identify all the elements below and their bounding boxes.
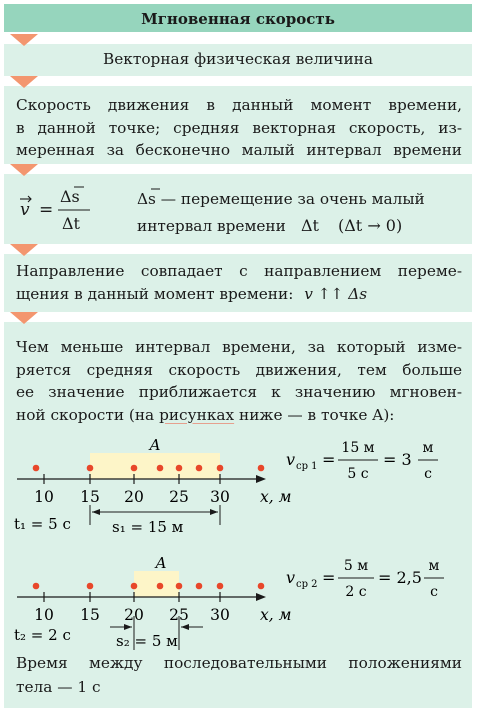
unit-numerator: м	[428, 558, 440, 574]
flow-arrow	[10, 76, 38, 88]
direction-relation: v ↑↑ Δs	[304, 284, 368, 303]
explanation-text: ниже — в точке A):	[239, 405, 395, 424]
axis-arrowhead	[256, 593, 266, 601]
section-vector-quantity	[4, 44, 472, 76]
footer-line: тела — 1 с	[16, 678, 101, 696]
axis-arrowhead	[256, 475, 266, 483]
tick-label: 20	[124, 488, 144, 506]
direction-text: щения в данный момент времени:	[16, 284, 294, 303]
explanation-text: ной скорости (на	[16, 405, 155, 424]
formula-result: = 2,5	[378, 568, 422, 587]
time-label: t₁ = 5 с	[14, 515, 71, 533]
limit-condition: (Δt → 0)	[338, 216, 403, 235]
explanation-line: ее значение приближается к значению мгновен-	[16, 383, 462, 401]
formula-subscript: ср 1	[296, 461, 318, 472]
interval-highlight	[134, 571, 179, 597]
point-a-label: A	[155, 554, 167, 572]
section-definition	[4, 86, 472, 164]
formula-denominator: Δt	[62, 214, 80, 233]
formula-denominator: 2 с	[345, 584, 367, 600]
displacement-note: Δs — перемещение за очень малый	[137, 190, 425, 208]
definition-line: Скорость движения в данный момент времени,	[16, 96, 462, 114]
interval-symbol: Δt	[301, 216, 319, 235]
tick-label: 10	[34, 488, 54, 506]
definition-line: в данной точке; средняя векторная скорость, из-	[16, 118, 462, 137]
explanation-line: Чем меньше интервал времени, за который изме-	[16, 338, 462, 356]
unit-denominator: с	[430, 584, 438, 600]
tick-label: 25	[169, 606, 189, 624]
axis-label: x, м	[260, 488, 292, 506]
footer-line: Время между последовательными положениями	[16, 654, 462, 672]
section-explanation	[4, 322, 472, 708]
formula-lhs: v	[286, 568, 296, 587]
tick-label: 15	[80, 606, 100, 624]
svg-text:=: =	[322, 568, 336, 587]
velocity-symbol: v	[20, 200, 30, 220]
distance-label: s₂ = 5 м	[116, 632, 178, 650]
tick-label: 10	[34, 606, 54, 624]
unit-numerator: м	[422, 440, 434, 456]
flow-arrow	[10, 34, 38, 46]
average-velocity-formula-1	[286, 440, 438, 482]
tick-label: 30	[210, 488, 230, 506]
equals-sign: =	[39, 200, 54, 220]
flow-arrow	[10, 164, 38, 176]
diagram-interval-1	[4, 432, 472, 544]
explanation-line: ряется средняя скорость движения, тем больше	[16, 360, 462, 379]
flow-arrow	[10, 244, 38, 256]
distance-label: s₁ = 15 м	[112, 518, 184, 536]
flow-arrow	[10, 312, 38, 324]
formula-lhs: v	[286, 450, 296, 469]
section-formula	[4, 174, 472, 244]
diagram-interval-2	[4, 550, 472, 662]
time-label: t₂ = 2 с	[14, 626, 71, 644]
direction-line: Направление совпадает с направлением переме-	[16, 262, 462, 280]
tick-label: 20	[124, 606, 144, 624]
formula-subscript: ср 2	[296, 579, 318, 590]
direction-line	[4, 283, 472, 306]
tick-label: 30	[210, 606, 230, 624]
formula-numerator: 5 м	[343, 558, 369, 574]
formula-denominator: 5 с	[347, 466, 369, 482]
formula-numerator: Δs	[60, 187, 80, 206]
tick-label: 25	[169, 488, 189, 506]
definition-line: меренная за бесконечно малый интервал времени	[16, 141, 462, 159]
vector-quantity-text: Векторная физическая величина	[103, 50, 373, 68]
average-velocity-formula-2	[286, 558, 444, 600]
explanation-line	[4, 404, 472, 427]
formula-numerator: 15 м	[341, 440, 375, 456]
page-title: Мгновенная скорость	[4, 4, 472, 34]
figures-link[interactable]: рисунках	[159, 405, 235, 424]
axis-label: x, м	[260, 606, 292, 624]
formula-result: = 3	[383, 450, 412, 469]
point-a-label: A	[149, 436, 161, 454]
velocity-formula	[4, 174, 472, 244]
unit-denominator: с	[424, 466, 432, 482]
tick-label: 15	[80, 488, 100, 506]
section-direction	[4, 254, 472, 312]
svg-text:=: =	[322, 450, 336, 469]
interval-note: интервал времени	[137, 217, 286, 235]
